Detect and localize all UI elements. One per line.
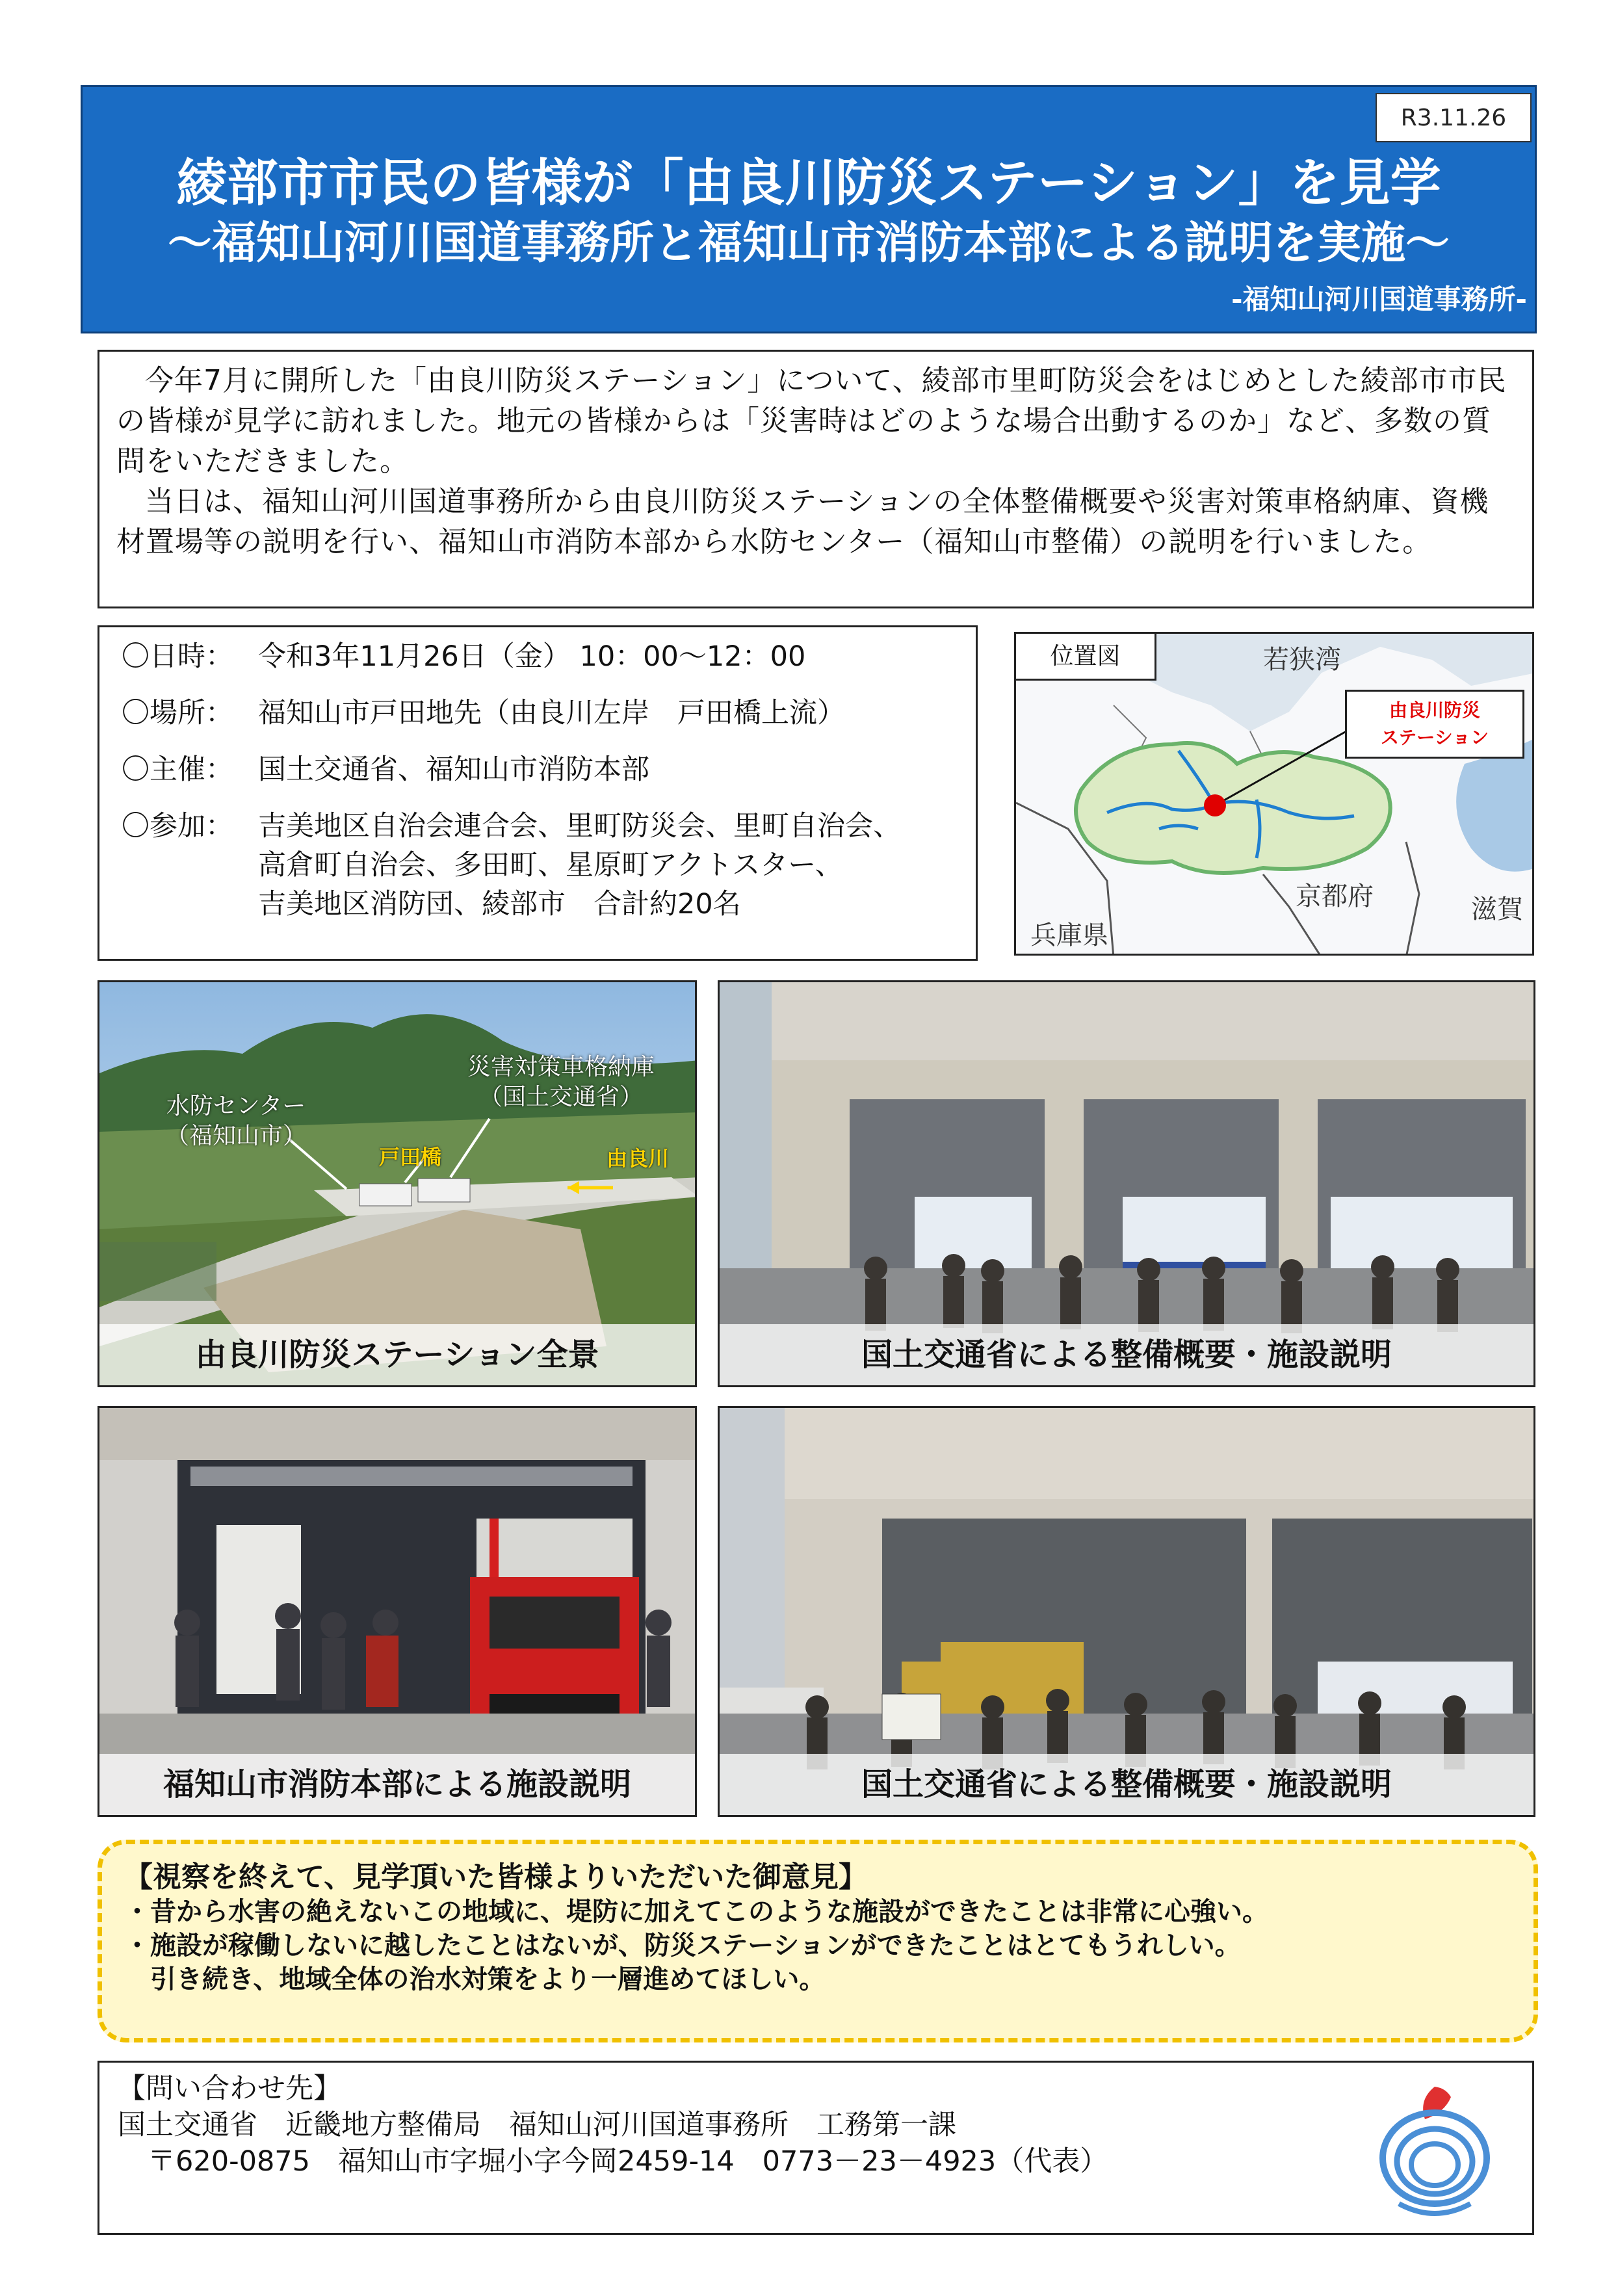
info-participants-label: 〇参加： — [122, 810, 233, 842]
info-participants — [122, 810, 954, 842]
intro-paragraph-2: 当日は、福知山河川国道事務所から由良川防災ステーションの全体整備概要や災害対策車格納庫、資機材置場等の説明を行い、福知山市消防本部から水防センター（福知山市整備）の説明を行いました。 — [116, 485, 1489, 558]
place-shiga: 滋賀 — [1471, 894, 1523, 924]
page-subtitle: ～福知山河川国道事務所と福知山市消防本部による説明を実施～ — [167, 218, 1450, 269]
photo-caption: 国土交通省による整備概要・施設説明 — [720, 1754, 1533, 1815]
station-marker — [1204, 794, 1226, 816]
mlit-logo — [1373, 2074, 1496, 2223]
station-callout-line-1: 由良川防災 — [1389, 699, 1480, 721]
opinions-title: 【視察を終えて、見学頂いた皆様よりいただいた御意見】 — [124, 1860, 868, 1894]
organization-name: -福知山河川国道事務所- — [1231, 283, 1527, 315]
intro-paragraph-1: 今年7月に開所した「由良川防災ステーション」について、綾部市里町防災会をはじめとした綾部市市民の皆様が見学に訪れました。地元の皆様からは「災害時はどのような場合出動するのか」など、多数の質問をいただきました。 — [116, 364, 1507, 478]
place-kyoto: 京都府 — [1296, 881, 1374, 911]
place-hyogo: 兵庫県 — [1030, 920, 1108, 950]
info-place-value: 福知山市戸田地先（由良川左岸 戸田橋上流） — [258, 697, 845, 729]
info-place-label: 〇場所： — [122, 697, 233, 729]
location-map — [1014, 632, 1534, 956]
station-callout — [1345, 690, 1524, 759]
info-participants-cont — [122, 849, 954, 881]
anno-river: 由良川 — [607, 1146, 670, 1171]
info-place — [122, 697, 954, 729]
contact-box — [98, 2061, 1534, 2235]
opinion-line-1: ・昔から水害の絶えないこの地域に、堤防に加えてこのような施設ができたことは非常に心強い。 — [124, 1897, 1268, 1927]
opinion-line-2: ・施設が稼働しないに越したことはないが、防災ステーションができたことはとてもうれしい。 — [124, 1931, 1241, 1961]
contact-line-1: 国土交通省 近畿地方整備局 福知山河川国道事務所 工務第一課 — [118, 2109, 956, 2141]
map-graphic — [1016, 634, 1534, 956]
info-participants-cont — [122, 888, 954, 920]
station-callout-line-2: ステーション — [1380, 727, 1489, 748]
info-host-value: 国土交通省、福知山市消防本部 — [258, 753, 649, 786]
map-label: 位置図 — [1016, 634, 1156, 681]
visitor-opinions-box — [98, 1840, 1538, 2042]
info-host — [122, 753, 954, 786]
info-datetime-label: 〇日時： — [122, 640, 233, 673]
event-info-box — [98, 625, 978, 961]
date-tag: R3.11.26 — [1376, 93, 1532, 142]
contact-line-2: 〒620-0875 福知山市字堀小字今岡2459-14 0773－23－4923（代表） — [148, 2145, 1108, 2178]
info-datetime-value: 令和3年11月26日（金） 10：00～12：00 — [258, 640, 806, 673]
info-host-label: 〇主催： — [122, 753, 233, 786]
photo-caption: 国土交通省による整備概要・施設説明 — [720, 1324, 1533, 1385]
intro-box — [98, 350, 1534, 608]
prefecture-border — [1406, 842, 1419, 956]
place-wakasa: 若狭湾 — [1263, 645, 1341, 675]
photo-caption: 由良川防災ステーション全景 — [99, 1324, 695, 1385]
photo-caption: 福知山市消防本部による施設説明 — [99, 1754, 695, 1815]
page-title: 綾部市市民の皆様が「由良川防災ステーション」を見学 — [176, 154, 1441, 213]
info-participants-line-1: 吉美地区自治会連合会、里町防災会、里町自治会、 — [258, 810, 901, 842]
anno-storage: 災害対策車格納庫 （国土交通省） — [467, 1054, 655, 1110]
info-participants-line-2: 高倉町自治会、多田町、星原町アクトスター、 — [258, 849, 843, 881]
photo-mlit-briefing-1 — [718, 980, 1535, 1387]
anno-bridge: 戸田橋 — [379, 1145, 442, 1169]
photo-aerial-view — [98, 980, 697, 1387]
info-participants-line-3: 吉美地区消防団、綾部市 合計約20名 — [258, 888, 741, 920]
anno-water-center: 水防センター （福知山市） — [165, 1093, 306, 1149]
photo-fire-dept-briefing — [98, 1406, 697, 1817]
photo-mlit-briefing-2 — [718, 1406, 1535, 1817]
info-datetime — [122, 640, 954, 673]
opinion-line-3: 引き続き、地域全体の治水対策をより一層進めてほしい。 — [150, 1964, 826, 1994]
contact-title: 【問い合わせ先】 — [118, 2072, 341, 2105]
